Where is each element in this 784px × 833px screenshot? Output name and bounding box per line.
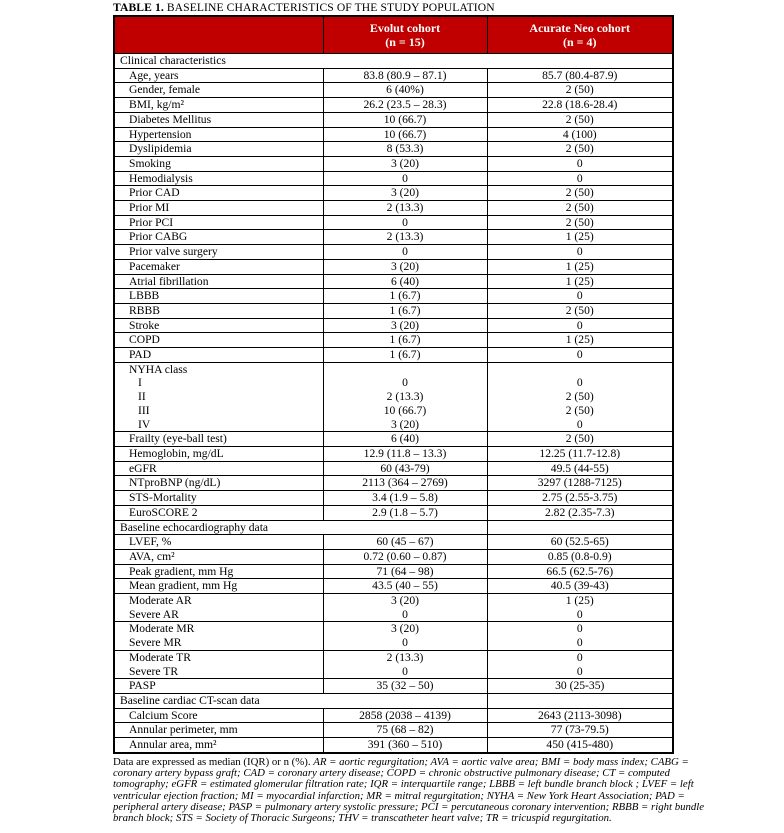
row-value-evolut: 83.8 (80.9 – 87.1): [323, 68, 487, 83]
row-label: Prior PCI: [114, 215, 323, 230]
group-line-value-evolut: 2 (13.3): [386, 390, 424, 404]
row-value-evolut: 0.72 (0.60 – 0.87): [323, 549, 487, 564]
footnote-abbreviations: AR = aortic regurgitation; AVA = aortic valve area; BMI = body mass index; CABG = coronary artery bypass graft; CAD = coronary artery disease; COPD = chronic obstructive pulmonary disease; CT = computed tomography; eGFR = estimated glomerular filtration rate; IQR = interquartile range; LBBB = left bundle branch block ; LVEF = left ventricular ejection fraction; MI = myocardial infarction; MR = mitral regurgitation; NYHA = New York Heart Association; PAD = peripheral artery disease; PASP = pulmonary artery systolic pressure; PCI = percutaneous coronary intervention; RBBB = right bundle branch block; STS = Society of Thoracic Surgeons; THV = transcatheter heart valve; TR = tricuspid regurgitation.: [113, 755, 705, 825]
group-line-value-evolut: [324, 363, 487, 377]
row-label: Dyslipidemia: [114, 142, 323, 157]
row-value-evolut: 71 (64 – 98): [323, 564, 487, 579]
group-line-value-evolut: 3 (20): [390, 594, 419, 608]
row-value-evolut: 12.9 (11.8 – 13.3): [323, 446, 487, 461]
group-line-value-acurate: 0: [576, 376, 583, 390]
group-value-acurate-cell: [487, 594, 673, 622]
table-row: [114, 230, 673, 245]
group-line-value-evolut: 0: [402, 607, 408, 621]
table-row: [114, 215, 673, 230]
header-acurate-name: Acurate Neo cohort: [529, 21, 631, 35]
table-row: [114, 83, 673, 98]
row-label: Gender, female: [114, 83, 323, 98]
row-label: Calcium Score: [114, 708, 323, 723]
header-evolut-cohort: [323, 16, 487, 54]
row-value-evolut: 35 (32 – 50): [323, 679, 487, 694]
row-value-evolut: 60 (43-79): [323, 461, 487, 476]
table-row: [114, 112, 673, 127]
group-line-value-acurate: 2 (50): [565, 390, 594, 404]
footnote-intro: Data are expressed as median (IQR) or n (%).: [113, 755, 314, 768]
table-row: [114, 579, 673, 594]
row-value-evolut: 10 (66.7): [323, 112, 487, 127]
header-evolut-n: (n = 15): [385, 35, 425, 49]
section-row: [114, 693, 673, 708]
row-value-acurate: 1 (25): [487, 274, 673, 289]
row-value-acurate: 2 (50): [487, 83, 673, 98]
table-row: [114, 289, 673, 304]
group-line-label: Severe MR: [129, 636, 182, 650]
row-label: Prior CABG: [114, 230, 323, 245]
table-row: [114, 171, 673, 186]
row-value-evolut: 26.2 (23.5 – 28.3): [323, 98, 487, 113]
row-value-evolut: 6 (40): [323, 432, 487, 447]
group-line-value-acurate: 1 (25): [565, 594, 594, 608]
table-row: [114, 491, 673, 506]
table-row: [114, 303, 673, 318]
group-line-value-evolut: 3 (20): [390, 417, 419, 431]
row-label: Annular perimeter, mm: [114, 723, 323, 738]
row-value-acurate: 3297 (1288-7125): [487, 476, 673, 491]
table-row: [114, 259, 673, 274]
table-row: [114, 68, 673, 83]
table-header-row: [114, 16, 673, 54]
group-line-value-evolut: 0: [402, 636, 408, 650]
row-value-acurate: 2 (50): [487, 142, 673, 157]
row-value-evolut: 3.4 (1.9 – 5.8): [323, 491, 487, 506]
row-label: Prior MI: [114, 201, 323, 216]
header-acurate-n: (n = 4): [562, 35, 597, 49]
group-line-label: I: [138, 376, 142, 390]
table-row: [114, 348, 673, 363]
row-value-evolut: 3 (20): [323, 156, 487, 171]
row-label: RBBB: [114, 303, 323, 318]
group-line-value-evolut: 2 (13.3): [386, 650, 424, 664]
row-value-evolut: 3 (20): [323, 259, 487, 274]
table-row: [114, 535, 673, 550]
group-row: [114, 650, 673, 678]
group-value-acurate-cell: [487, 362, 673, 432]
document-page: [113, 1, 753, 825]
row-value-acurate: 0: [487, 245, 673, 260]
row-label: Annular area, mm²: [114, 738, 323, 753]
row-value-acurate: 0.85 (0.8-0.9): [487, 549, 673, 564]
section-label: Baseline echocardiography data: [114, 520, 487, 535]
baseline-characteristics-table: [113, 15, 674, 754]
row-value-evolut: 6 (40): [323, 274, 487, 289]
group-value-evolut-cell: [323, 650, 487, 678]
row-value-acurate: 1 (25): [487, 230, 673, 245]
table-title: [113, 1, 753, 14]
section-label: Baseline cardiac CT-scan data: [114, 693, 487, 708]
table-row: [114, 142, 673, 157]
row-value-acurate: 66.5 (62.5-76): [487, 564, 673, 579]
table-row: [114, 564, 673, 579]
table-row: [114, 127, 673, 142]
row-value-evolut: 2113 (364 – 2769): [323, 476, 487, 491]
section-empty-cell: [487, 693, 673, 708]
group-line-value-evolut: 10 (66.7): [383, 403, 427, 417]
row-value-acurate: 85.7 (80.4-87.9): [487, 68, 673, 83]
row-value-evolut: 2 (13.3): [323, 201, 487, 216]
row-value-evolut: 3 (20): [323, 318, 487, 333]
row-label: eGFR: [114, 461, 323, 476]
row-value-acurate: 49.5 (44-55): [487, 461, 673, 476]
table-title-text: BASELINE CHARACTERISTICS OF THE STUDY POPULATION: [163, 1, 495, 14]
table-row: [114, 461, 673, 476]
row-value-acurate: 0: [487, 318, 673, 333]
group-line-label: II: [138, 390, 146, 404]
group-label-cell: [114, 622, 323, 650]
group-line-label: III: [138, 403, 150, 417]
group-value-acurate-cell: [487, 622, 673, 650]
row-value-evolut: 2.9 (1.8 – 5.7): [323, 505, 487, 520]
row-value-acurate: 0: [487, 171, 673, 186]
table-row: [114, 186, 673, 201]
row-label: Pacemaker: [114, 259, 323, 274]
group-line-value-acurate: 0: [576, 650, 583, 664]
table-row: [114, 549, 673, 564]
row-label: Hemoglobin, mg/dL: [114, 446, 323, 461]
row-value-evolut: 391 (360 – 510): [323, 738, 487, 753]
section-label: Clinical characteristics: [114, 54, 673, 69]
table-row: [114, 505, 673, 520]
row-label: STS-Mortality: [114, 491, 323, 506]
row-value-evolut: 1 (6.7): [323, 289, 487, 304]
group-line-value-acurate: 0: [576, 622, 583, 636]
group-value-acurate-cell: [487, 650, 673, 678]
group-line-label: IV: [138, 417, 151, 431]
row-label: Diabetes Mellitus: [114, 112, 323, 127]
table-body: [114, 54, 673, 753]
section-row: [114, 54, 673, 69]
row-label: BMI, kg/m²: [114, 98, 323, 113]
row-label: LVEF, %: [114, 535, 323, 550]
row-value-acurate: 2 (50): [487, 112, 673, 127]
group-value-evolut-cell: [323, 362, 487, 432]
row-label: AVA, cm²: [114, 549, 323, 564]
row-value-evolut: 75 (68 – 82): [323, 723, 487, 738]
group-line-label: Moderate AR: [129, 594, 192, 608]
row-value-acurate: 30 (25-35): [487, 679, 673, 694]
group-row: [114, 594, 673, 622]
row-label: Stroke: [114, 318, 323, 333]
row-value-acurate: 77 (73-79.5): [487, 723, 673, 738]
row-label: Hypertension: [114, 127, 323, 142]
row-value-evolut: 1 (6.7): [323, 303, 487, 318]
row-label: Prior CAD: [114, 186, 323, 201]
group-row: [114, 362, 673, 432]
row-label: PAD: [114, 348, 323, 363]
section-row: [114, 520, 673, 535]
header-evolut-name: Evolut cohort: [369, 21, 441, 35]
row-label: LBBB: [114, 289, 323, 304]
group-line-value-acurate: 2 (50): [565, 403, 594, 417]
group-label-cell: [114, 594, 323, 622]
table-row: [114, 738, 673, 753]
table-row: [114, 679, 673, 694]
group-line-value-acurate: 0: [576, 417, 583, 431]
table-row: [114, 156, 673, 171]
group-label-cell: [114, 362, 323, 432]
group-line-label: Moderate TR: [129, 650, 191, 664]
row-label: Mean gradient, mm Hg: [114, 579, 323, 594]
table-row: [114, 201, 673, 216]
row-label: Prior valve surgery: [114, 245, 323, 260]
row-value-evolut: 8 (53.3): [323, 142, 487, 157]
row-value-acurate: 2 (50): [487, 432, 673, 447]
row-value-evolut: 60 (45 – 67): [323, 535, 487, 550]
row-label: Frailty (eye-ball test): [114, 432, 323, 447]
group-line-value-acurate: [488, 363, 673, 377]
table-row: [114, 245, 673, 260]
group-line-value-acurate: 0: [576, 636, 583, 650]
row-value-evolut: 0: [323, 171, 487, 186]
row-value-evolut: 0: [323, 215, 487, 230]
group-value-evolut-cell: [323, 594, 487, 622]
group-row: [114, 622, 673, 650]
group-label-cell: [114, 650, 323, 678]
table-row: [114, 708, 673, 723]
group-line-label: NYHA class: [129, 362, 188, 376]
group-line-label: Moderate MR: [129, 622, 195, 636]
row-value-acurate: 2 (50): [487, 186, 673, 201]
row-label: Age, years: [114, 68, 323, 83]
row-value-acurate: 22.8 (18.6-28.4): [487, 98, 673, 113]
row-label: Peak gradient, mm Hg: [114, 564, 323, 579]
row-value-evolut: 1 (6.7): [323, 333, 487, 348]
row-value-acurate: 450 (415-480): [487, 738, 673, 753]
row-label: EuroSCORE 2: [114, 505, 323, 520]
row-value-acurate: 2 (50): [487, 201, 673, 216]
table-footnote: [113, 757, 714, 825]
section-empty-cell: [487, 520, 673, 535]
row-value-acurate: 0: [487, 348, 673, 363]
row-value-acurate: 2 (50): [487, 215, 673, 230]
row-label: PASP: [114, 679, 323, 694]
row-value-evolut: 2 (13.3): [323, 230, 487, 245]
group-line-value-acurate: 0: [576, 664, 583, 678]
row-value-acurate: 4 (100): [487, 127, 673, 142]
row-label: COPD: [114, 333, 323, 348]
group-line-label: Severe TR: [129, 664, 179, 678]
table-row: [114, 476, 673, 491]
row-value-evolut: 43.5 (40 – 55): [323, 579, 487, 594]
group-line-label: Severe AR: [129, 607, 179, 621]
row-value-acurate: 0: [487, 156, 673, 171]
row-value-acurate: 0: [487, 289, 673, 304]
row-value-evolut: 0: [323, 245, 487, 260]
row-value-acurate: 1 (25): [487, 333, 673, 348]
group-line-value-evolut: 3 (20): [390, 622, 419, 636]
group-line-value-acurate: 0: [576, 607, 583, 621]
row-value-acurate: 2643 (2113-3098): [487, 708, 673, 723]
row-value-evolut: 10 (66.7): [323, 127, 487, 142]
row-value-evolut: 2858 (2038 – 4139): [323, 708, 487, 723]
row-value-evolut: 6 (40%): [323, 83, 487, 98]
row-value-evolut: 3 (20): [323, 186, 487, 201]
table-title-number: TABLE 1.: [113, 1, 164, 14]
table-row: [114, 274, 673, 289]
row-value-acurate: 60 (52.5-65): [487, 535, 673, 550]
table-row: [114, 432, 673, 447]
group-line-value-evolut: 0: [402, 664, 408, 678]
table-row: [114, 723, 673, 738]
row-value-acurate: 12.25 (11.7-12.8): [487, 446, 673, 461]
table-row: [114, 98, 673, 113]
row-value-evolut: 1 (6.7): [323, 348, 487, 363]
row-label: Hemodialysis: [114, 171, 323, 186]
group-line-value-evolut: 0: [402, 376, 408, 390]
row-label: Atrial fibrillation: [114, 274, 323, 289]
table-row: [114, 446, 673, 461]
table-row: [114, 333, 673, 348]
row-label: Smoking: [114, 156, 323, 171]
row-label: NTproBNP (ng/dL): [114, 476, 323, 491]
header-acurate-cohort: [487, 16, 673, 54]
row-value-acurate: 2 (50): [487, 303, 673, 318]
row-value-acurate: 2.82 (2.35-7.3): [487, 505, 673, 520]
group-value-evolut-cell: [323, 622, 487, 650]
row-value-acurate: 40.5 (39-43): [487, 579, 673, 594]
row-value-acurate: 1 (25): [487, 259, 673, 274]
header-empty-cell: [114, 16, 323, 54]
table-row: [114, 318, 673, 333]
row-value-acurate: 2.75 (2.55-3.75): [487, 491, 673, 506]
